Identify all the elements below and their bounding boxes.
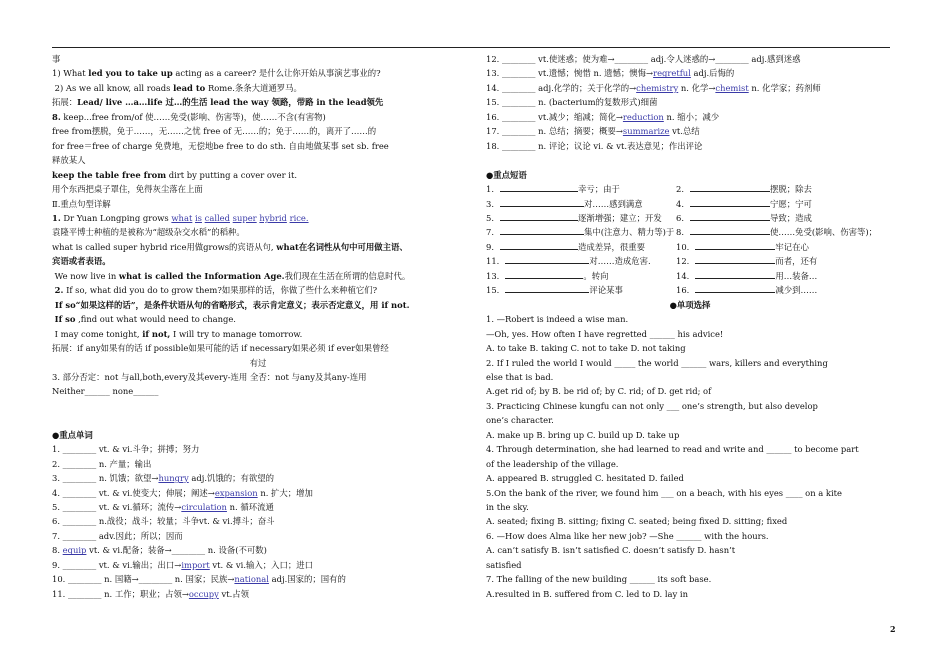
vocab-item: 12. ________ vt.使迷惑；使为难→________ adj.令人迷惑的→________ adj.感到迷惑 bbox=[486, 54, 801, 64]
phrase-row bbox=[486, 225, 894, 239]
phrase-left bbox=[486, 283, 676, 297]
text-line: I may come tonight, if not, I will try to manage tomorrow. bbox=[52, 328, 303, 339]
text-line: for free＝free of charge 免费地，无偿地be free to do sth. 自由地做某事 set sb. free bbox=[52, 140, 389, 151]
phrase-meaning: 而者，还有 bbox=[775, 256, 818, 267]
phrase-meaning: 对……造成危害. bbox=[589, 256, 651, 267]
phrase-meaning: 造成差异，很重要 bbox=[578, 241, 645, 252]
choice-line: A.get rid of; by B. be rid of; by C. rid; of D. get rid; of bbox=[486, 386, 712, 397]
vocab-item: 16. ________ vt.减少；缩减；简化→reduction n. 缩小；减少 bbox=[486, 111, 720, 122]
text-line: 事 bbox=[52, 54, 61, 64]
phrase-left bbox=[486, 225, 676, 239]
choice-line: else that is bad. bbox=[486, 371, 554, 382]
answer-blank[interactable] bbox=[695, 254, 775, 264]
choice-line: A. can’t satisfy B. isn’t satisfied C. doesn’t satisfy D. hasn’t bbox=[486, 545, 736, 556]
phrase-number: 11. bbox=[486, 256, 500, 267]
phrase-meaning: 摆脱；除去 bbox=[770, 184, 812, 195]
phrase-left bbox=[486, 269, 676, 283]
answer-blank[interactable] bbox=[695, 240, 775, 250]
answer-blank[interactable] bbox=[690, 182, 770, 192]
right-column bbox=[486, 52, 894, 601]
vocab-item: 17. ________ n. 总结；摘要；概要→summarize vt.总结 bbox=[486, 126, 700, 137]
phrase-meaning: 幸亏；由于 bbox=[578, 184, 620, 195]
vocab-item: 8. equip vt. & vi.配备；装备→________ n. 设备(不可数) bbox=[52, 545, 267, 556]
text-line: 8. keep...free from/of 使……免受(影响、伤害等)，使……不含(有害物) bbox=[52, 111, 326, 122]
choice-line: 2. If I ruled the world I would _____ the world ______ wars, killers and everything bbox=[486, 357, 828, 368]
phrase-meaning: 。转向 bbox=[583, 270, 609, 281]
choice-line: A.resulted in B. suffered from C. led to D. lay in bbox=[486, 588, 688, 599]
phrase-right bbox=[676, 225, 877, 239]
text-line: Neither______ none______ bbox=[52, 386, 159, 397]
phrase-right bbox=[676, 269, 817, 283]
phrase-meaning: 导致；造成 bbox=[770, 212, 812, 223]
section-title-vocab: ●重点单词 bbox=[52, 429, 93, 440]
choice-line: A. make up B. bring up C. build up D. take up bbox=[486, 429, 680, 440]
text-line: keep the table free from dirt by putting a cover over it. bbox=[52, 169, 297, 180]
answer-blank[interactable] bbox=[505, 283, 589, 293]
vocab-item: 3. ________ n. 饥饿；欲望→hungry adj.饥饿的；有欲望的 bbox=[52, 473, 274, 484]
answer-blank[interactable] bbox=[695, 269, 775, 279]
phrase-meaning: 用…装备… bbox=[775, 270, 818, 281]
phrase-number: 12. bbox=[676, 256, 690, 267]
text-line: If so ,find out what would need to change. bbox=[54, 314, 236, 325]
answer-blank[interactable] bbox=[500, 240, 578, 250]
text-line: 用个东西把桌子罩住，免得灰尘落在上面 bbox=[52, 184, 203, 195]
text-line: 有过 bbox=[249, 357, 267, 368]
section-title-choices: ●单项选择 bbox=[669, 299, 711, 310]
phrase-table bbox=[486, 182, 894, 298]
phrase-left bbox=[486, 211, 676, 225]
phrase-left bbox=[486, 182, 676, 196]
phrase-number: 16. bbox=[676, 285, 690, 296]
text-line: 拓展：if any如果有的话 if possible如果可能的话 if necessary如果必须 if ever如果曾经 bbox=[52, 343, 389, 354]
phrase-row bbox=[486, 240, 894, 254]
text-line: 宾语或者表语。 bbox=[52, 256, 111, 267]
phrase-left bbox=[486, 240, 676, 254]
choice-line: one’s character. bbox=[486, 415, 554, 426]
vocab-item: 4. ________ vt. & vi.使变大；伸展；阐述→expansion n. 扩大；增加 bbox=[52, 487, 313, 498]
choice-line: of the leadership of the village. bbox=[486, 458, 619, 469]
phrase-row bbox=[486, 269, 894, 283]
phrase-number: 14. bbox=[676, 270, 690, 281]
text-line: 袁隆平博士种植的是被称为“超级杂交水稻”的稻种。 bbox=[52, 227, 245, 238]
phrase-meaning: 牢记在心 bbox=[775, 241, 809, 252]
choice-line: in the sky. bbox=[486, 502, 529, 513]
phrase-row bbox=[486, 254, 894, 268]
vocab-item: 2. ________ n. 产量；输出 bbox=[52, 458, 152, 469]
text-line: 拓展：Lead/ live …a…life 过…的生活 lead the way 领路，带路 in the lead领先 bbox=[52, 97, 384, 108]
text-line: 释放某人 bbox=[52, 155, 86, 166]
phrase-meaning: 减少到…… bbox=[775, 285, 818, 296]
answer-blank[interactable] bbox=[505, 254, 589, 264]
answer-blank[interactable] bbox=[505, 269, 583, 279]
phrase-right bbox=[676, 254, 817, 268]
vocab-item: 14. ________ adj.化学的；关于化学的→chemistry n. 化学→chemist n. 化学家；药剂师 bbox=[486, 82, 821, 93]
phrase-left bbox=[486, 254, 676, 268]
phrase-number: 15. bbox=[486, 285, 500, 296]
text-line: free from摆脱，免于……，无……之忧 free of 无……的；免于……的，离开了……的 bbox=[52, 126, 377, 137]
choice-line: 1. —Robert is indeed a wise man. bbox=[486, 314, 629, 325]
answer-blank[interactable] bbox=[690, 211, 770, 221]
phrase-meaning: 对……感到满意 bbox=[584, 198, 643, 209]
answer-blank[interactable] bbox=[695, 283, 775, 293]
phrase-meaning: 使……免受(影响、伤害等)； bbox=[770, 227, 878, 238]
phrase-number: 6. bbox=[676, 212, 684, 223]
choice-line: 4. Through determination, she had learned to read and write and ______ to become part bbox=[486, 444, 859, 455]
phrase-meaning: 宁愿；宁可 bbox=[770, 198, 812, 209]
section-title-phrases: ●重点短语 bbox=[486, 169, 527, 180]
phrase-row bbox=[486, 283, 894, 297]
phrase-number: 9. bbox=[486, 241, 494, 252]
text-line: what is called super hybrid rice用做grows的宾语从句, what在名词性从句中可用做主语、 bbox=[52, 241, 408, 252]
choice-line: satisfied bbox=[486, 559, 522, 570]
phrase-meaning: 集中(注意力、精力等)于 bbox=[584, 227, 675, 238]
text-line: 1) What led you to take up acting as a career? 是什么让你开始从事演艺事业的? bbox=[52, 68, 381, 79]
phrase-number: 1. bbox=[486, 184, 494, 195]
vocab-item: 10. ________ n. 国籍→________ n. 国家；民族→national adj.国家的；国有的 bbox=[52, 574, 346, 585]
phrase-number: 13. bbox=[486, 270, 500, 281]
phrase-left bbox=[486, 197, 676, 211]
answer-blank[interactable] bbox=[500, 182, 578, 192]
phrase-right bbox=[676, 182, 812, 196]
vocab-item: 5. ________ vt. & vi.循环；流传→circulation n. 循环流通 bbox=[52, 502, 274, 513]
left-column bbox=[52, 52, 464, 601]
phrase-right bbox=[676, 211, 812, 225]
phrase-right bbox=[676, 240, 809, 254]
choice-line: 6. —How does Alma like her new job? —She ______ with the hours. bbox=[486, 530, 769, 541]
text-line: 2. If so, what did you do to grow them?如果那样的话，你做了些什么来种植它们? bbox=[54, 285, 378, 296]
text-line: 1. Dr Yuan Longping grows what is called super hybrid rice. bbox=[52, 212, 309, 223]
answer-blank[interactable] bbox=[500, 197, 584, 207]
text-line: We now live in what is called the Information Age.我们现在生活在所谓的信息时代。 bbox=[52, 270, 411, 281]
phrase-number: 2. bbox=[676, 184, 684, 195]
answer-blank[interactable] bbox=[690, 197, 770, 207]
answer-blank[interactable] bbox=[690, 225, 770, 235]
phrase-number: 10. bbox=[676, 241, 690, 252]
header-rule bbox=[52, 47, 890, 48]
vocab-item: 1. ________ vt. & vi.斗争；拼搏；努力 bbox=[52, 444, 200, 455]
phrase-row bbox=[486, 182, 894, 196]
text-line: 3. 部分否定：not 与all,both,every及其every-连用 全否：not 与any及其any-连用 bbox=[52, 371, 367, 382]
vocab-item: 9. ________ vt. & vi.输出；出口→import vt. & vi.输入；入口；进口 bbox=[52, 559, 314, 570]
choice-line: 7. The falling of the new building ______ its soft base. bbox=[486, 574, 712, 585]
phrase-number: 8. bbox=[676, 227, 684, 238]
phrase-row bbox=[486, 211, 894, 225]
choice-line: 3. Practicing Chinese kungfu can not only ___ one’s strength, but also develop bbox=[486, 400, 818, 411]
phrase-number: 5. bbox=[486, 212, 494, 223]
vocab-item: 15. ________ n. (bacterium的复数形式)细菌 bbox=[486, 97, 658, 108]
phrase-meaning: 评论某事 bbox=[589, 285, 623, 296]
vocab-item: 18. ________ n. 评论；议论 vi. & vt.表达意见；作出评论 bbox=[486, 140, 703, 151]
answer-blank[interactable] bbox=[500, 211, 578, 221]
phrase-number: 4. bbox=[676, 198, 684, 209]
text-line: 2) As we all know, all roads lead to Rome.条条大道通罗马。 bbox=[52, 82, 302, 93]
choice-line: A. to take B. taking C. not to take D. not taking bbox=[486, 343, 686, 354]
choice-list bbox=[486, 312, 894, 601]
answer-blank[interactable] bbox=[500, 225, 584, 235]
page-number: 2 bbox=[890, 624, 896, 634]
phrase-row bbox=[486, 197, 894, 211]
phrase-number: 7. bbox=[486, 227, 494, 238]
choice-line: A. seated; fixing B. sitting; fixing C. seated; being fixed D. sitting; fixed bbox=[486, 516, 788, 527]
vocab-item: 6. ________ n.战役；战斗；较量；斗争vt. & vi.搏斗；奋斗 bbox=[52, 516, 275, 527]
vocab-item: 13. ________ vt.遗憾；惋惜 n. 遗憾；懊悔→regretful adj.后悔的 bbox=[486, 68, 735, 79]
choice-line: 5.On the bank of the river, we found him ___ on a beach, with his eyes ____ on a kite bbox=[486, 487, 842, 498]
phrase-number: 3. bbox=[486, 198, 494, 209]
phrase-meaning: 逐渐增强；建立；开发 bbox=[578, 212, 662, 223]
phrase-right bbox=[676, 197, 812, 211]
vocab-item: 11. ________ n. 工作；职业；占领→occupy vt.占领 bbox=[52, 588, 249, 599]
text-line: If so“如果这样的话”，是条件状语从句的省略形式，表示肯定意义；表示否定意义，用 if not. bbox=[52, 299, 410, 310]
choice-line: A. appeared B. struggled C. hesitated D. failed bbox=[486, 473, 684, 484]
phrase-right bbox=[676, 283, 817, 297]
section-heading: Ⅱ.重点句型详解 bbox=[52, 198, 111, 209]
choice-line: —Oh, yes. How often I have regretted ______ his advice! bbox=[486, 328, 724, 339]
vocab-item: 7. ________ adv.因此；所以；因而 bbox=[52, 530, 183, 541]
